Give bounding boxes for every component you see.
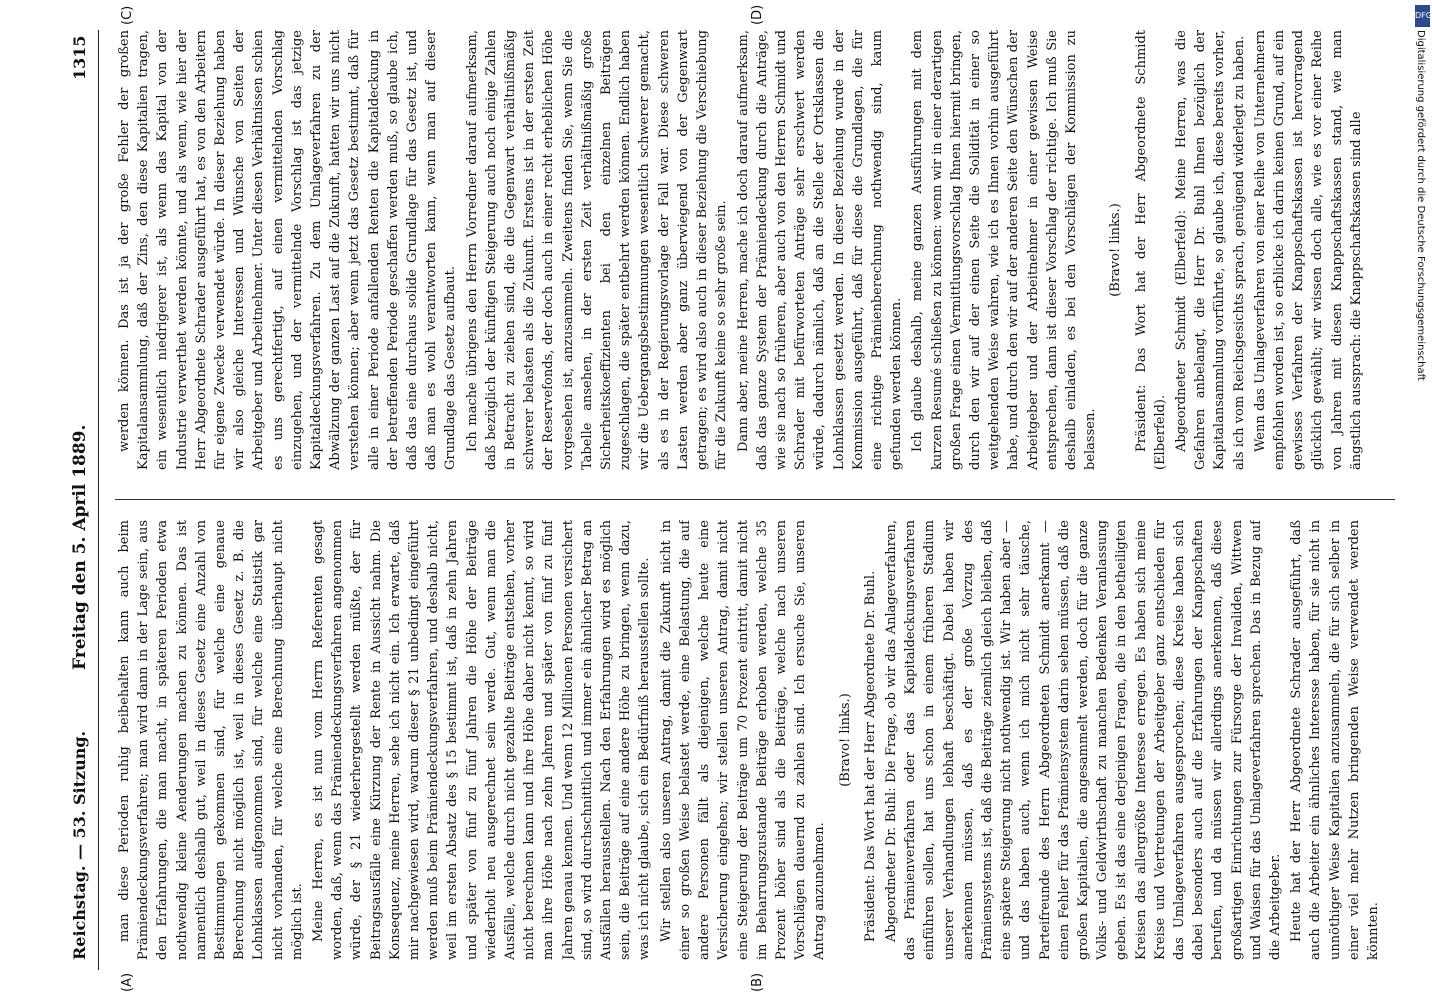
dfg-notice — [1412, 30, 1430, 970]
page-number: 1315 — [70, 35, 89, 80]
president-speech: Präsident: Das Wort hat der Herr Abgeordnete Schmidt (Elberfeld). — [1133, 30, 1168, 470]
scanned-page — [60, 0, 1420, 1000]
margin-mark-b: (B) — [750, 972, 765, 992]
paragraph: Ich mache übrigens den Herrn Vorredner darauf aufmerksam, daß bezüglich der künftigen Steigerung auch noch einige Zahlen in Betracht zu ziehen sind, die die Gegenwart verhältnißmäßig schwerer belasten als die Zukunft. Erstens ist in der ersten Zeit der Reservefonds, der doch auch in einer recht erheblichen Höhe vorgesehen ist, anzusammeln. Zweitens finden Sie, wenn Sie die Tabelle ansehen, in der ersten Zeit verhältnißmäßig große Sicherheitskoeffizienten bei den einzelnen Beiträgen zugeschlagen, die später entbehrt werden können. Endlich haben wir die Uebergangsbestimmungen wesentlich schwerer gemacht, als es in der Regierungsvorlage der Fall war. Diese schweren Lasten werden aber ganz überwiegend von der Gegenwart getragen; es wird also auch in dieser Beziehung die Verschiebung für die Zukunft keine so sehr große sein. — [464, 30, 730, 470]
column-divider — [115, 499, 1395, 500]
paragraph: Ich glaube deshalb, meine ganzen Ausführungen mit dem kurzen Resumé schließen zu können: wenn wir in einer derartigen großen Frage einen Vermittlungsvorschlag Ihnen hiermit bringen, durch den wir auf der einen Seite die Solidität in einer so weitgehenden Weise wahren, wie ich es Ihnen vorhin ausgeführt habe, und durch den wir auf der anderen Seite den Wünschen der Arbeitgeber und der Arbeitnehmer in einer gewissen Weise entsprechen, dann ist dieser Vorschlag der richtige. Ich muß Sie deshalb einladen, es bei den Vorschlägen der Kommission zu belassen. — [910, 30, 1099, 470]
dfg-logo: DFG — [1415, 5, 1430, 27]
left-column — [115, 520, 1405, 960]
header-date: Freitag den 5. April 1889. — [70, 424, 90, 670]
applause-note: (Bravo! links.) — [1108, 203, 1124, 297]
paragraph: werden können. Das ist ja der große Fehler der großen Kapitalansammlung, daß der Zins, den diese Kapitalien tragen, ein wesentlich niedrigerer ist, als wenn das Kapital von der Industrie verwerthet werden könnte, und als wenn, wie hier der Herr Abgeordnete Schrader ausgeführt hat, es von den Arbeitern für eigene Zwecke verwendet würde. In dieser Beziehung haben wir also gleiche Interessen und Wünsche von Seiten der Arbeitgeber und Arbeitnehmer. Unter diesen Verhältnissen schien es uns gerechtfertigt, auf einen vermittelnden Vorschlag einzugehen, und der vermittelnde Vorschlag ist das jetzige Kapitaldeckungsverfahren. Zu dem Umlageverfahren zu der Abwälzung der ganzen Last auf die Zukunft, hatten wir uns nicht verstehen können; aber wenn jetzt das Gesetz bestimmt, daß für alle in einer Periode anfallenden Renten die Kapitaldeckung in der betreffenden Periode geschaffen werden muß, so glaube ich, daß das eine durchaus solide Grundlage für das Gesetz ist, und daß man es wohl verantworten kann, wenn man auf dieser Grundlage das Gesetz aufbaut. — [117, 30, 459, 470]
margin-mark-c: (C) — [120, 5, 135, 25]
paragraph: man diese Perioden ruhig beibehalten kann auch beim Prämiendeckungsverfahren; man wird dann in der Lage sein, aus den Erfahrungen, die man macht, in späteren Perioden etwa nothwendig kleine Aenderungen machen zu können. Das ist namentlich deshalb gut, weil in dieses Gesetz eine Anzahl von Bestimmungen gekommen sind, für welche eine genaue Berechnung nicht möglich ist, weil in dieses Gesetz z. B. die Lohnklassen aufgenommen sind, für welche eine Statistik gar nicht vorhanden, für welche eine Berechnung überhaupt nicht möglich ist. — [117, 520, 305, 960]
page-content — [60, 0, 1420, 1000]
header-rule — [98, 30, 99, 970]
dfg-notice-text: Digitalisierung gefördert durch die Deutsche Forschungsgemeinschaft — [1415, 30, 1426, 381]
right-column — [115, 30, 1405, 470]
paragraph: Meine Herren, es ist nun vom Herrn Referenten gesagt worden, daß, wenn das Prämiendeckungsverfahren angenommen würde, der § 21 wiederhergestellt werden müßte, der für Beitragsausfälle eine Kürzung der Rente in Aussicht nahm. Die Konsequenz, meine Herren, sehe ich nicht ein. Ich erwarte, daß mir nachgewiesen wird, warum dieser § 21 unbedingt eingeführt werden muß beim Prämiendeckungsverfahren, und deshalb nicht, weil im ersten Absatz des § 15 bestimmt ist, daß in zehn Jahren und später von fünf zu fünf Jahren die Höhe der Beiträge wiederholt neu ausgerechnet sein werde. Gut, wenn man die Ausfälle, welche durch nicht gezahlte Beiträge entstehen, vorher nicht berechnen kann und ihre Höhe daher nicht kennt, so wird man ihre Höhe nach zehn Jahren und später von fünf zu fünf Jahren genau kennen. Und wenn 12 Millionen Personen versichert sind, so wird durchschnittlich und immer ein ähnlicher Betrag an Ausfällen herausstellen. Nach den Erfahrungen wird es möglich sein, die Beiträge auf eine andere Höhe zu bringen, wenn dazu, was ich nicht glaube, sich ein Bedürfniß herausstellen sollte. — [311, 520, 653, 960]
paragraph: Wir stellen also unseren Antrag, damit die Zukunft nicht in einer so großen Weise belastet werde, eine Belastung, die auf andere Personen fällt als diejenigen, welche heute eine Versicherung eingehen; wir stellen unseren Antrag, damit nicht eine Steigerung der Beiträge um 70 Prozent eintritt, damit nicht im Beharrungszustande Beiträge erhoben werden, welche 35 Prozent höher sind als die Beiträge, welche nach unseren Vorschlägen dauernd zu zahlen sind. Ich ersuche Sie, unseren Antrag anzunehmen. — [658, 520, 828, 960]
paragraph: Abgeordneter Dr. Buhl: Die Frage, ob wir das Anlageverfahren, das Prämienverfahren oder das Kapitaldeckungsverfahren einführen sollen, hat uns schon in einem früheren Stadium unserer Verhandlungen lebhaft beschäftigt. Dabei haben wir anerkennen müssen, daß es der große Vorzug des Prämiensystems ist, daß die Beiträge ziemlich gleich bleiben, daß eine spätere Steigerung nicht nothwendig ist. Wir haben aber — und das haben auch, wenn ich mich nicht sehr täusche, Parteifreunde des Herrn Abgeordneten Schmidt anerkannt — einen Fehler für das Prämiensystem darin sehen müssen, daß die großen Kapitalien, die angesammelt werden, doch für die ganze Volks- und Geldwirthschaft zu manchen Bedenken Veranlassung geben. Es ist das eine derjenigen Fragen, die in den betheiligten Kreisen das allergrößte Interesse erregen. Es haben sich meine Kreise und Vertretungen der Arbeitgeber ganz entschieden für das Umlageverfahren ausgesprochen; diese Kreise haben sich dabei besonders auch auf die Erfahrungen der Knappschaften berufen, und da müssen wir allerdings anerkennen, daß diese großartigen Einrichtungen zur Fürsorge der Invaliden, Wittwen und Waisen für das Umlageverfahren sprechen. Das in Bezug auf die Arbeitgeber. — [883, 520, 1283, 960]
header-session: Reichstag. — 53. Sitzung. — [70, 730, 89, 960]
paragraph: Heute hat der Herr Abgeordnete Schrader ausgeführt, daß auch die Arbeiter ein ähnliches Interesse haben, für sie nicht in unnöthiger Weise Kapitalien anzusammeln, die für sich selber in einer viel mehr Nutzen bringenden Weise verwendet werden könnten. — [1289, 520, 1381, 960]
paragraph: Dann aber, meine Herren, mache ich doch darauf aufmerksam, daß das ganze System der Prämiendeckung durch die Anträge, wie sie nach so früheren, aber auch von den Herren Schmidt und Schrader mit befürworteten Anträge sehr erschwert werden würde, dadurch nämlich, daß an die Stelle der Ortsklassen die Lohnklassen gesetzt werden. In dieser Beziehung wurde in der Kommission ausgeführt, daß für diese die Grundlagen, die für eine richtige Prämienberechnung nothwendig sind, kaum gefunden werden können. — [735, 30, 905, 470]
applause-note: (Bravo! links.) — [837, 693, 853, 787]
margin-mark-a: (A) — [120, 972, 135, 992]
president-speech: Präsident: Das Wort hat der Herr Abgeordnete Dr. Buhl. — [862, 570, 878, 942]
margin-mark-d: (D) — [750, 4, 765, 25]
paragraph: Wenn das Umlageverfahren von einer Reihe von Unternehmern empfohlen worden ist, so erblicke ich darin keinen Grund, auf ein gewisses Verfahren der Knappschaftskassen ist hervorragend glücklich gewählt; wir wissen doch alle, wie es vor einer Reihe von Jahren mit diesen Knappschaftskassen stand, wie man ängstlich aussprach: die Knappschaftskassen sind alle — [1252, 30, 1364, 470]
paragraph: Abgeordneter Schmidt (Elberfeld): Meine Herren, was die Gefahren anbelangt, die Herr Dr. Buhl Ihnen bezüglich der Kapitalansammlung vorführte, so glaube ich, diese bereits vorher, als ich vom Reichsgesichts sprach, genügend widerlegt zu haben. — [1173, 30, 1247, 470]
rotated-page — [60, 0, 1420, 1000]
